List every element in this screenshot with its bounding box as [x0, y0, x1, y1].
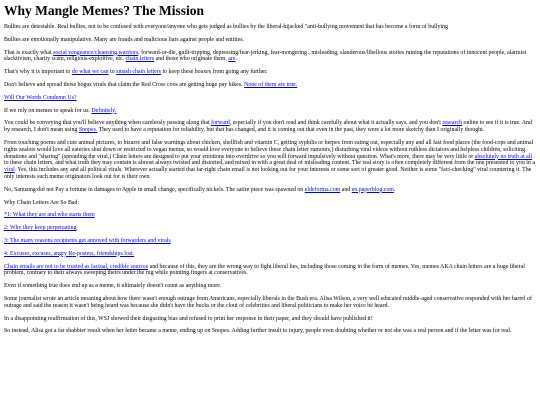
paragraph-bullies-manipulative: Bullies are emotionally manipulative. Many are frauds and malicious liars against people and entities. — [4, 36, 244, 43]
paragraph-journalist: Some journalist wrote an article moaning about how there wasn't enough outrage from Americans, especially liberals in the Bush era. Alisa Wilson, a very well educated middle-aged conservative responded with her barrel of outrage and said the reason it wasn't being heard was because she didn't have the bucks or the clout of celebrities and liberal politicians to make her voice be heard. — [4, 295, 532, 309]
paragraph-rely-on-memes: If we rely on memes to speak for us. Definitely. — [4, 107, 117, 114]
paperblog-link[interactable]: en.paperblog.com — [351, 186, 394, 193]
list-item-excuses — [4, 251, 536, 258]
are-link[interactable]: are — [228, 56, 236, 63]
viral-link[interactable]: viral — [4, 167, 15, 174]
page-title: Why Mangle Memes? The Mission — [4, 3, 204, 18]
definitely-link[interactable]: Definitely. — [91, 107, 117, 114]
paragraph-not-trusted: Chain emails are not to be trusted as factual, credible sources and because of this, they are the wrong way to fight liberal lies, including those coming in the form of memes. Yes, memes AKA chain letters are a huge liberal problem, contrary to their always sweeping theirs under the rug while pointing fingers at conservatives. — [4, 263, 525, 277]
paragraph-why-important: That's why it is important to do what we can to smash chain letters to keep these hoaxes from going any further. — [4, 69, 268, 76]
paragraph-wsj: In a disappointing reaffirmation of this, WSJ showed their disgusting bias and refused to print her response in their paper, and they should have published it! — [4, 315, 373, 322]
list-item-reasons-annoyed — [4, 238, 536, 245]
chain-letters-link[interactable]: chain letters — [125, 56, 155, 63]
none-are-true-link[interactable]: None of them are true. — [244, 81, 298, 88]
not-trusted-link[interactable]: Chain emails are not to be trusted as factual, credible sources — [4, 263, 149, 270]
excuses-link[interactable]: 4: Excuses, excuses, angry Re-posters, friendships lost. — [4, 250, 135, 257]
reasons-annoyed-link[interactable]: 3: The many reasons recipients get annoyed with forwarders and virals — [4, 237, 171, 244]
forward-link[interactable]: forward — [211, 120, 230, 127]
snopes-link[interactable]: Snopes. — [78, 127, 98, 134]
no-truth-link[interactable]: absolutely no truth at all — [474, 153, 532, 160]
will-our-words-condemn-us-link[interactable]: Will Our Words Condemn Us? — [4, 94, 77, 101]
paragraph-even-if-true: Even if something true does end up as a meme, it ultimately doesn't count as anything more. — [4, 283, 222, 290]
paragraph-red-cross: Don't believe and spread those bogus virals that claim the Red Cross coos are getting huge pay hikes. None of them are true. — [4, 81, 298, 88]
eldeforma-link[interactable]: eldeforma.com — [304, 186, 341, 193]
list-item-what-they-are — [4, 212, 536, 219]
paragraph-chain-letter-types: That is exactly what social vengeance/cleansing warriors, forward-or-die, guilt-tripping, depressing/fear-jerking, fear-mongering , misleading, slanderous/libellous stories ruining the reputations of innocent people, alarmist slacktivism, charity scam, religious-exploitive, etc. chain letters and those who originate them, are. — [4, 49, 527, 63]
paragraph-alisa: So instead, Alisa got a far shabbier result when her letter became a meme, ending up on Snopes. Adding further insult to injury, people even doubting whether or not she was a real person and if the letter was for real. — [4, 328, 512, 335]
social-vengeance-link[interactable]: social vengeance/cleansing warriors — [53, 49, 139, 56]
paragraph-condemn-heading — [4, 95, 536, 102]
smash-chain-letters-link[interactable]: smash chain letters — [116, 69, 161, 76]
paragraph-bullies-detestable: Bullies are detestable. Real bullies, not to be confused with everyone/anyone who gets judged as bullies by the liberal-hijacked "anti-bullying movement that has become a form of bullying — [4, 24, 448, 30]
paragraph-touching-poems: From touching poems and cute animal pictures, to bizarre and false warnings about chicken, shellfish and vitamin C, getting syphilis or herpes from eating out, especially any and all fast food places (the food-cops and animal rights zealots would love all eateries shut down or restricted to vegan menus, so would love everyone to believe these chain letter rumours,) disturbing viral videos without ruthless dictators and helpless children, soliciting donations and "sharing" (spreading the viral,) Chain letters are designed to put your emotions into overdrive so you will forward impulsively without question. What's more, there may be very little or absolutely no truth at all to these chain letters, and what truth they may contain is almost always twisted and distorted, and mixed in with a great deal of misleading content. The real story is often completely different from the one presented to you in a viral. Yes, this includes any and all political virals. Wherever actually started that far-right chain email is not looking out for your interests or some sort of greater good. Neither is some "fact-checking" viral countering it. The only interests such meme originators look out for is their own. — [4, 139, 535, 180]
paragraph-samsung: No, Samsung did not Pay a fortune in damages to Apple in small change, specifically nickels. The satire piece was spawned on eldeforma.com and en.paperblog.com. — [4, 186, 396, 193]
research-link[interactable]: research — [442, 120, 463, 127]
what-they-are-link[interactable]: *1: What they are and who starts them — [4, 212, 95, 219]
do-what-we-can-link[interactable]: do what we can — [71, 69, 109, 76]
paragraph-conveying: You could be conveying that you'll believe anything when carelessly passing along that forward, especially if you don't read and think carefully about what it actually says, and you don't research online to see if it is true. And by research, I don't mean using Snopes. They used to have a reputation for reliability, but that has changed, and it is coming out that even in the past, they were a lot more sketchy than I originally thought. — [4, 120, 532, 134]
paragraph-why-so-bad: Why Chain Letters Are So Bad: — [4, 199, 80, 206]
why-perpetuating-link[interactable]: 2: Why they keep perpetuating — [4, 225, 77, 232]
list-item-why-perpetuating — [4, 225, 536, 232]
